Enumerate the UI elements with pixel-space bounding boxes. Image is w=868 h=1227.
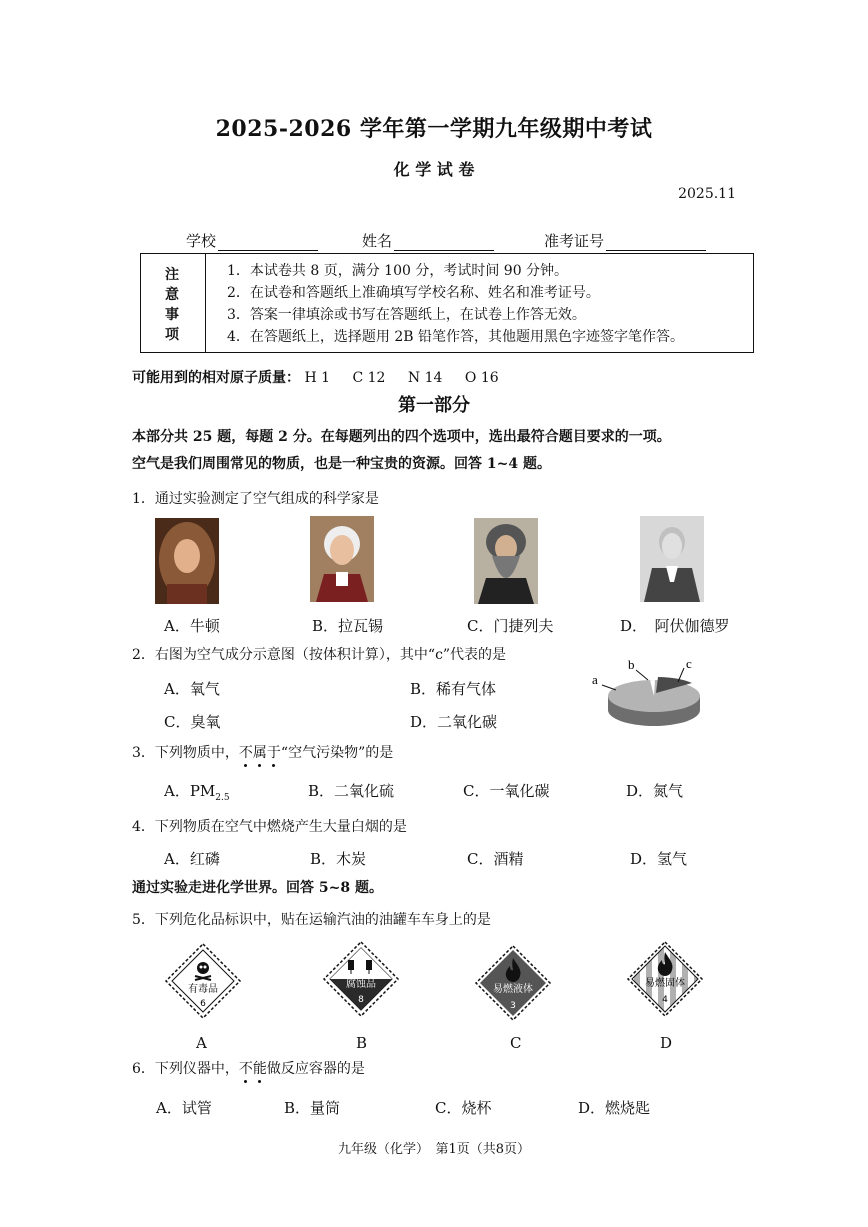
q6-option-a[interactable]: A．试管 xyxy=(156,1099,212,1117)
exam-title: 2025-2026 学年第一学期九年级期中考试 xyxy=(215,116,653,142)
exam-date: 2025.11 xyxy=(678,186,736,202)
q4-stem: 4．下列物质在空气中燃烧产生大量白烟的是 xyxy=(132,819,407,835)
q3-option-c[interactable]: C．一氧化碳 xyxy=(463,782,550,800)
q1-option-a[interactable]: A．牛顿 xyxy=(164,617,220,635)
svg-text:3: 3 xyxy=(510,1001,516,1011)
toxic-sign xyxy=(164,942,242,1020)
q5-option-d[interactable]: D xyxy=(660,1034,673,1052)
school-field[interactable]: 学校 xyxy=(186,230,318,251)
lavoisier-portrait xyxy=(310,516,374,602)
q2-option-b[interactable]: B．稀有气体 xyxy=(410,680,497,698)
q1-option-d[interactable]: D． 阿伏伽德罗 xyxy=(620,617,730,635)
notice-head: 注 意 事 项 xyxy=(141,254,206,352)
notice-box xyxy=(140,253,754,353)
avogadro-portrait xyxy=(640,516,704,602)
exam-subtitle: 化 学 试 卷 xyxy=(393,160,475,179)
group-intro-2: 通过实验走进化学世界。回答 5~8 题。 xyxy=(132,880,383,896)
q4-option-d[interactable]: D．氢气 xyxy=(630,850,688,868)
q2-stem: 2．右图为空气成分示意图（按体积计算），其中“c”代表的是 xyxy=(132,647,507,663)
q2-option-c[interactable]: C．臭氧 xyxy=(164,713,221,731)
q4-option-c[interactable]: C．酒精 xyxy=(467,850,524,868)
notice-items xyxy=(227,260,684,348)
q3-option-a[interactable]: A．$PM_{2.5}$ xyxy=(164,782,230,803)
q6-option-d[interactable]: D．燃烧匙 xyxy=(578,1099,651,1117)
q2-option-d[interactable]: D．二氧化碳 xyxy=(410,713,498,731)
q1-option-b[interactable]: B．拉瓦锡 xyxy=(312,617,384,635)
name-field[interactable]: 姓名 xyxy=(362,230,494,251)
q2-option-a[interactable]: A．氧气 xyxy=(164,680,220,698)
corrosive-sign xyxy=(322,940,400,1018)
flammable-solid-sign xyxy=(626,940,704,1018)
q5-option-c[interactable]: C xyxy=(510,1034,522,1052)
notice-item: 2．在试卷和答题纸上准确填写学校名称、姓名和准考证号。 xyxy=(227,285,600,301)
svg-text:易燃液体: 易燃液体 xyxy=(493,984,533,995)
svg-text:易燃固体: 易燃固体 xyxy=(645,978,685,989)
svg-text:6: 6 xyxy=(200,999,206,1009)
notice-item: 3．答案一律填涂或书写在答题纸上，在试卷上作答无效。 xyxy=(227,307,586,323)
exam-number-field[interactable]: 准考证号 xyxy=(544,230,706,251)
svg-text:4: 4 xyxy=(662,995,668,1005)
air-composition-pie xyxy=(586,652,706,732)
group-intro-1: 空气是我们周围常见的物质，也是一种宝贵的资源。回答 1~4 题。 xyxy=(132,456,551,472)
flammable-liquid-sign xyxy=(474,944,552,1022)
q1-stem: 1．通过实验测定了空气组成的科学家是 xyxy=(132,491,379,507)
q6-option-c[interactable]: C．烧杯 xyxy=(435,1099,492,1117)
newton-portrait xyxy=(155,518,219,604)
q5-option-a[interactable]: A xyxy=(196,1034,207,1052)
section-intro: 本部分共 25 题，每题 2 分。在每题列出的四个选项中，选出最符合题目要求的一项。 xyxy=(132,429,671,445)
q5-stem: 5．下列危化品标识中，贴在运输汽油的油罐车车身上的是 xyxy=(132,912,491,928)
svg-text:腐蚀品: 腐蚀品 xyxy=(346,979,376,990)
mendeleev-portrait xyxy=(474,518,538,604)
q3-option-d[interactable]: D．氮气 xyxy=(626,782,684,800)
q3-stem: 3．下列物质中，不属于“空气污染物”的是 xyxy=(132,745,394,761)
notice-item: 1．本试卷共 8 页，满分 100 分，考试时间 90 分钟。 xyxy=(227,263,569,279)
q4-option-a[interactable]: A．红磷 xyxy=(164,850,220,868)
svg-text:8: 8 xyxy=(358,995,364,1005)
section-title: 第一部分 xyxy=(398,395,470,416)
svg-text:有毒品: 有毒品 xyxy=(188,984,218,995)
pie-label-b: b xyxy=(628,657,635,672)
q5-option-b[interactable]: B xyxy=(356,1034,368,1052)
page-footer: 九年级（化学） 第1页（共8页） xyxy=(337,1142,531,1157)
q1-option-c[interactable]: C．门捷列夫 xyxy=(467,617,554,635)
pie-label-c: c xyxy=(686,656,692,671)
q3-option-b[interactable]: B．二氧化硫 xyxy=(308,782,395,800)
q4-option-b[interactable]: B．木炭 xyxy=(310,850,367,868)
pie-label-a: a xyxy=(592,672,598,687)
notice-item: 4．在答题纸上，选择题用 2B 铅笔作答，其他题用黑色字迹签字笔作答。 xyxy=(227,329,685,345)
q6-stem: 6．下列仪器中，不能做反应容器的是 xyxy=(132,1061,365,1077)
q6-option-b[interactable]: B．量筒 xyxy=(284,1099,341,1117)
atomic-masses: 可能用到的相对原子质量： H 1 C 12 N 14 O 16 xyxy=(132,370,499,386)
